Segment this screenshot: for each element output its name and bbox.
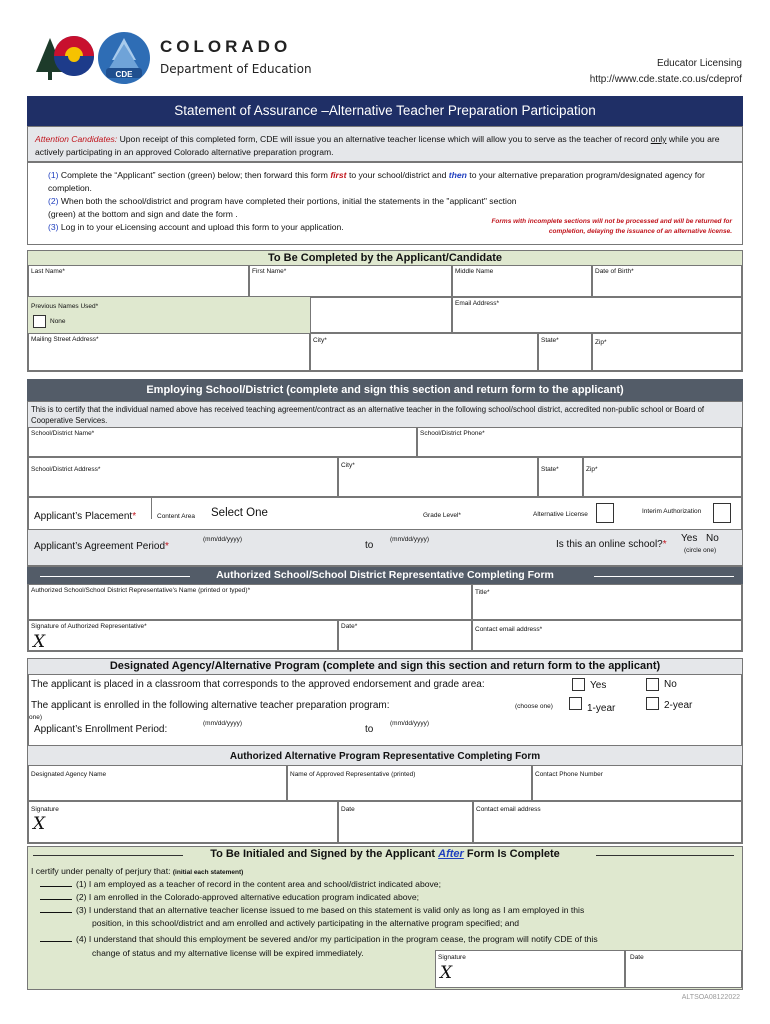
district-zip-field[interactable] <box>583 457 742 497</box>
district-zip-label: Zip* <box>586 466 598 473</box>
content-area-label: Content Area <box>157 513 195 520</box>
agency-date-field[interactable] <box>338 801 473 843</box>
statement-2: (2) I am enrolled in the Colorado-approved alternative education program indicated above; <box>40 892 419 902</box>
statement-1: (1) I am employed as a teacher of record in the content area and school/district indicated above; <box>40 879 441 889</box>
placed-yes-checkbox[interactable] <box>572 678 585 691</box>
one-year-checkbox[interactable] <box>569 697 582 710</box>
grade-level-label: Grade Level* <box>423 512 461 519</box>
incomplete-warning: Forms with incomplete sections will not be processed and will be returned for completion, delaying the issuance of an alternative license. <box>491 218 732 235</box>
two-year-label: 2-year <box>664 700 693 711</box>
agency-email-label: Contact email address <box>476 806 541 813</box>
online-yes[interactable]: Yes <box>681 533 698 544</box>
district-name-label: School/District Name* <box>31 430 95 437</box>
final-heading: To Be Initialed and Signed by the Applicant After Form Is Complete <box>210 848 560 860</box>
instructions-box <box>27 162 743 245</box>
rep-email-label: Contact email address* <box>475 626 543 633</box>
city-label: City* <box>313 337 327 344</box>
candidate-heading: To Be Completed by the Applicant/Candidate <box>267 252 503 264</box>
step-1: (1) Complete the “Applicant” section (green) below; then forward this form first to your school/district and then to your alternative preparation program/designated agency for completion. <box>48 170 705 193</box>
district-city-field[interactable] <box>338 457 538 497</box>
enrollment-start-format: (mm/dd/yyyy) <box>203 720 242 727</box>
rep-signature-x: X <box>33 632 46 652</box>
agreement-end-format: (mm/dd/yyyy) <box>390 536 429 543</box>
rep-email-field[interactable] <box>472 620 742 651</box>
unit-url[interactable]: http://www.cde.state.co.us/cdeprof <box>589 74 742 85</box>
agency-rep-name-label: Name of Approved Representative (printed) <box>290 771 416 778</box>
middle-name-label: Middle Name <box>455 268 494 275</box>
placed-statement: The applicant is placed in a classroom that corresponds to the approved endorsement and grade area: <box>31 679 485 690</box>
one-year-label: 1-year <box>587 703 616 714</box>
alt-license-checkbox[interactable] <box>596 503 614 523</box>
statement-3-cont: position, in this school/district and am enrolled and actively participating in the alternative program specified; and <box>92 918 520 928</box>
none-label: None <box>50 318 66 325</box>
previous-names-field[interactable] <box>310 297 452 333</box>
statement-4: (4) I understand that should this employment be severed and/or my participation in the program cease, the program will notify CDE of this <box>40 934 598 944</box>
initial-2-field[interactable] <box>40 899 72 900</box>
last-name-label: Last Name* <box>31 268 65 275</box>
agency-name-label: Designated Agency Name <box>31 771 107 778</box>
step-2: (2) When both the school/district and program have completed their portions, initial the statements in the "applicant" section (green) at the bottom and sign and date the form . <box>48 196 517 219</box>
agency-heading: Designated Agency/Alternative Program (complete and sign this section and return form to the applicant) <box>109 660 661 672</box>
rep-name-label: Authorized School/School District Representative's Name (printed or typed)* <box>31 587 251 594</box>
agency-phone-label: Contact Phone Number <box>535 771 603 778</box>
attention-text: Upon receipt of this completed form, CDE will issue you an alternative teacher license which will allow you to serve as the teacher of record <box>117 134 651 144</box>
none-checkbox[interactable] <box>33 315 46 328</box>
agency-rep-heading: Authorized Alternative Program Representative Completing Form <box>229 751 541 762</box>
district-address-label: School/District Address* <box>31 466 101 473</box>
placed-no-label: No <box>664 679 677 690</box>
applicant-signature-label: Signature <box>438 954 466 961</box>
state-label: State* <box>541 337 559 344</box>
district-phone-label: School/District Phone* <box>420 430 485 437</box>
agency-signature-label: Signature <box>31 806 59 813</box>
one-overflow-text: one) <box>29 714 43 721</box>
agency-signature-x: X <box>33 814 46 834</box>
zip-label: Zip* <box>595 339 607 346</box>
attention-box <box>27 126 743 162</box>
attention-text-2: while you are actively participating in an approved Colorado alternative preparation program. <box>35 134 720 157</box>
dob-label: Date of Birth* <box>595 268 634 275</box>
district-city-label: City* <box>341 462 355 469</box>
enrollment-period-label: Applicant’s Enrollment Period: <box>34 724 168 735</box>
cde-logo-text: CDE <box>115 70 133 79</box>
district-state-label: State* <box>541 466 559 473</box>
statement-4-cont: change of status and my alternative license will be expired immediately. <box>92 948 364 958</box>
cde-logo <box>96 30 152 86</box>
form-title: Statement of Assurance –Alternative Teacher Preparation Participation <box>27 96 743 126</box>
attention-only: only <box>650 134 667 144</box>
employer-heading: Employing School/District (complete and sign this section and return form to the applicant) <box>27 379 743 401</box>
step-3: (3) Log in to your eLicensing account and upload this form to your application. <box>48 222 344 232</box>
enrolled-statement: The applicant is enrolled in the following alternative teacher preparation program: <box>31 700 390 711</box>
content-area-select[interactable]: Select One <box>211 507 268 519</box>
rep-title-field[interactable] <box>472 584 742 620</box>
online-no[interactable]: No <box>706 533 719 544</box>
rep-heading: Authorized School/School District Representative Completing Form <box>216 569 554 581</box>
applicant-date-label: Date <box>630 954 644 961</box>
attention-label: Attention Candidates: <box>35 134 118 144</box>
agreement-start-format: (mm/dd/yyyy) <box>203 536 242 543</box>
agency-signature-field[interactable] <box>28 801 338 843</box>
online-school-question: Is this an online school?* <box>556 539 667 550</box>
initial-1-field[interactable] <box>40 886 72 887</box>
zip-field[interactable] <box>592 333 742 371</box>
placement-label: Applicant’s Placement* <box>34 511 137 522</box>
statement-3: (3) I understand that an alternative teacher license issued to me based on this statement is valid only as long as I am employed in this <box>40 905 584 915</box>
enrollment-to: to <box>365 724 374 735</box>
initial-4-field[interactable] <box>40 941 72 942</box>
email-label: Email Address* <box>455 300 500 307</box>
initial-3-field[interactable] <box>40 912 72 913</box>
rep-date-label: Date* <box>341 623 358 630</box>
agreement-period-label: Applicant’s Agreement Period* <box>34 541 169 552</box>
choose-one-label: (choose one) <box>515 703 553 710</box>
alt-license-label: Alternative License <box>533 511 588 518</box>
applicant-signature-x: X <box>440 963 453 983</box>
first-name-label: First Name* <box>252 268 287 275</box>
interim-checkbox[interactable] <box>713 503 731 523</box>
agency-date-label: Date <box>341 806 355 813</box>
two-year-checkbox[interactable] <box>646 697 659 710</box>
enrollment-end-format: (mm/dd/yyyy) <box>390 720 429 727</box>
city-field[interactable] <box>310 333 538 371</box>
colorado-logo-icon <box>30 30 96 86</box>
previous-names-label: Previous Names Used* <box>31 303 99 310</box>
district-address-field[interactable] <box>28 457 338 497</box>
org-name-top: COLORADO <box>160 37 292 56</box>
rep-title-label: Title* <box>475 589 490 596</box>
agreement-to: to <box>365 540 374 551</box>
placed-no-checkbox[interactable] <box>646 678 659 691</box>
employer-certify: This is to certify that the individual named above has received teaching agreement/contract as an alternative teacher in the following school/school district, accredited non-public school or Board of Cooperative Services. <box>31 405 705 425</box>
unit-name: Educator Licensing <box>656 58 742 69</box>
org-name-bottom: Department of Education <box>160 62 312 76</box>
circle-one-label: (circle one) <box>684 547 717 554</box>
district-state-field[interactable] <box>538 457 583 497</box>
street-label: Mailing Street Address* <box>31 336 99 343</box>
final-certify: I certify under penalty of perjury that: (initial each statement) <box>31 866 244 876</box>
footer-code: ALTSOA08122022 <box>681 994 740 1001</box>
rep-signature-label: Signature of Authorized Representative* <box>31 623 147 630</box>
colorado-flag-logo <box>30 30 96 86</box>
rep-date-field[interactable] <box>338 620 472 651</box>
placed-yes-label: Yes <box>590 680 607 691</box>
interim-label: Interim Authorization <box>642 508 702 515</box>
